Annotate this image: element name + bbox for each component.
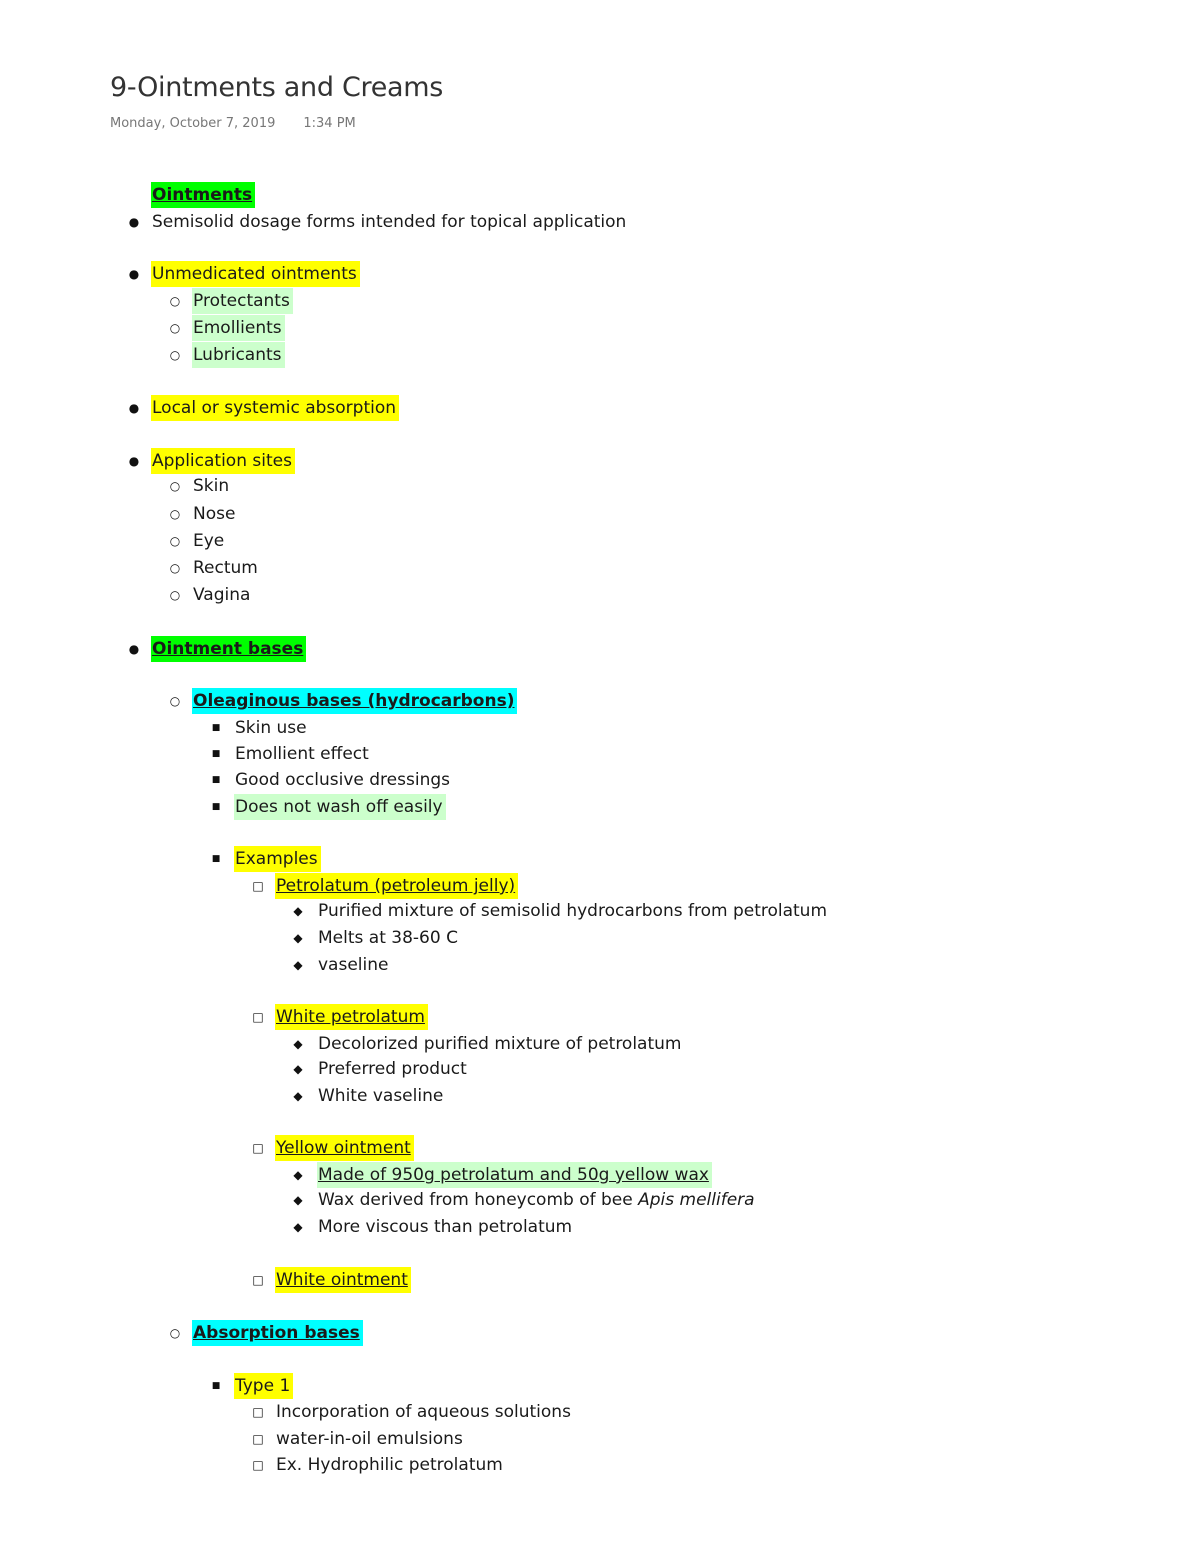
- bullet-disc-icon: ●: [128, 454, 140, 468]
- item-made-of: Made of 950g petrolatum and 50g yellow wax: [317, 1162, 712, 1188]
- bullet-square-icon: ■: [211, 1381, 221, 1391]
- item-emollients: Emollients: [192, 315, 285, 341]
- item-examples: Examples: [234, 846, 321, 872]
- heading-ointments: Ointments: [151, 182, 255, 208]
- page-timestamp: [110, 116, 356, 131]
- page-time: 1:34 PM: [303, 116, 356, 131]
- item-application-sites: Application sites: [151, 448, 295, 474]
- bullet-hollow-square-icon: □: [252, 1010, 264, 1024]
- item-white-petrolatum: White petrolatum: [275, 1004, 428, 1030]
- bullet-square-icon: ■: [211, 802, 221, 812]
- item-unmedicated: Unmedicated ointments: [151, 261, 360, 287]
- bullet-diamond-icon: ◆: [293, 904, 303, 918]
- bullet-disc-icon: ●: [128, 267, 140, 281]
- bullet-disc-icon: ●: [128, 215, 140, 229]
- item-eye: Eye: [193, 531, 225, 551]
- bullet-circle-icon: ○: [169, 588, 181, 602]
- item-vaseline: vaseline: [318, 955, 389, 975]
- item-vagina: Vagina: [193, 585, 251, 605]
- item-emollient-effect: Emollient effect: [235, 744, 369, 764]
- item-melts: Melts at 38-60 C: [318, 928, 458, 948]
- item-preferred: Preferred product: [318, 1059, 467, 1079]
- item-hydrophilic: Ex. Hydrophilic petrolatum: [276, 1455, 503, 1475]
- item-type1: Type 1: [234, 1373, 293, 1399]
- bullet-hollow-square-icon: □: [252, 1141, 264, 1155]
- bullet-hollow-square-icon: □: [252, 1273, 264, 1287]
- item-semisolid: Semisolid dosage forms intended for topical application: [152, 212, 627, 232]
- item-skin: Skin: [193, 476, 230, 496]
- bullet-circle-icon: ○: [169, 507, 181, 521]
- bullet-diamond-icon: ◆: [293, 1089, 303, 1103]
- bullet-disc-icon: ●: [128, 401, 140, 415]
- bullet-circle-icon: ○: [169, 1326, 181, 1340]
- bullet-diamond-icon: ◆: [293, 1193, 303, 1207]
- item-absorption-bases: Absorption bases: [192, 1320, 363, 1346]
- item-occlusive: Good occlusive dressings: [235, 770, 450, 790]
- bullet-hollow-square-icon: □: [252, 1432, 264, 1446]
- item-absorption: Local or systemic absorption: [151, 395, 399, 421]
- item-more-viscous: More viscous than petrolatum: [318, 1217, 573, 1237]
- item-wash-off: Does not wash off easily: [234, 794, 446, 820]
- item-wax-derived: [317, 1187, 758, 1213]
- bullet-circle-icon: ○: [169, 534, 181, 548]
- item-oleaginous: Oleaginous bases (hydrocarbons): [192, 688, 517, 714]
- item-skin-use: Skin use: [235, 718, 307, 738]
- item-wax-derived-text: Wax derived from honeycomb of bee: [318, 1190, 639, 1210]
- item-protectants: Protectants: [192, 288, 293, 314]
- bullet-circle-icon: ○: [169, 694, 181, 708]
- item-purified-mixture: Purified mixture of semisolid hydrocarbons from petrolatum: [318, 901, 828, 921]
- item-incorporation: Incorporation of aqueous solutions: [276, 1402, 571, 1422]
- bullet-diamond-icon: ◆: [293, 958, 303, 972]
- bullet-square-icon: ■: [211, 775, 221, 785]
- bullet-diamond-icon: ◆: [293, 1168, 303, 1182]
- page-title: 9-Ointments and Creams: [110, 72, 444, 103]
- bullet-circle-icon: ○: [169, 294, 181, 308]
- item-ointment-bases: Ointment bases: [151, 636, 306, 662]
- bullet-circle-icon: ○: [169, 561, 181, 575]
- bullet-square-icon: ■: [211, 749, 221, 759]
- item-nose: Nose: [193, 504, 236, 524]
- bullet-hollow-square-icon: □: [252, 1458, 264, 1472]
- item-white-ointment: White ointment: [275, 1267, 411, 1293]
- item-white-vaseline: White vaseline: [318, 1086, 444, 1106]
- item-yellow-ointment: Yellow ointment: [275, 1135, 414, 1161]
- bullet-disc-icon: ●: [128, 642, 140, 656]
- bullet-diamond-icon: ◆: [293, 1062, 303, 1076]
- page-date: Monday, October 7, 2019: [110, 116, 276, 131]
- item-apis-mellifera: Apis mellifera: [638, 1190, 755, 1210]
- bullet-circle-icon: ○: [169, 479, 181, 493]
- item-lubricants: Lubricants: [192, 342, 285, 368]
- item-rectum: Rectum: [193, 558, 258, 578]
- bullet-diamond-icon: ◆: [293, 1037, 303, 1051]
- bullet-circle-icon: ○: [169, 348, 181, 362]
- bullet-circle-icon: ○: [169, 321, 181, 335]
- bullet-square-icon: ■: [211, 723, 221, 733]
- bullet-square-icon: ■: [211, 854, 221, 864]
- item-petrolatum: Petrolatum (petroleum jelly): [275, 873, 518, 899]
- bullet-diamond-icon: ◆: [293, 1220, 303, 1234]
- item-water-in-oil: water-in-oil emulsions: [276, 1429, 463, 1449]
- bullet-hollow-square-icon: □: [252, 1405, 264, 1419]
- bullet-diamond-icon: ◆: [293, 931, 303, 945]
- bullet-hollow-square-icon: □: [252, 879, 264, 893]
- item-decolorized: Decolorized purified mixture of petrolatum: [318, 1034, 682, 1054]
